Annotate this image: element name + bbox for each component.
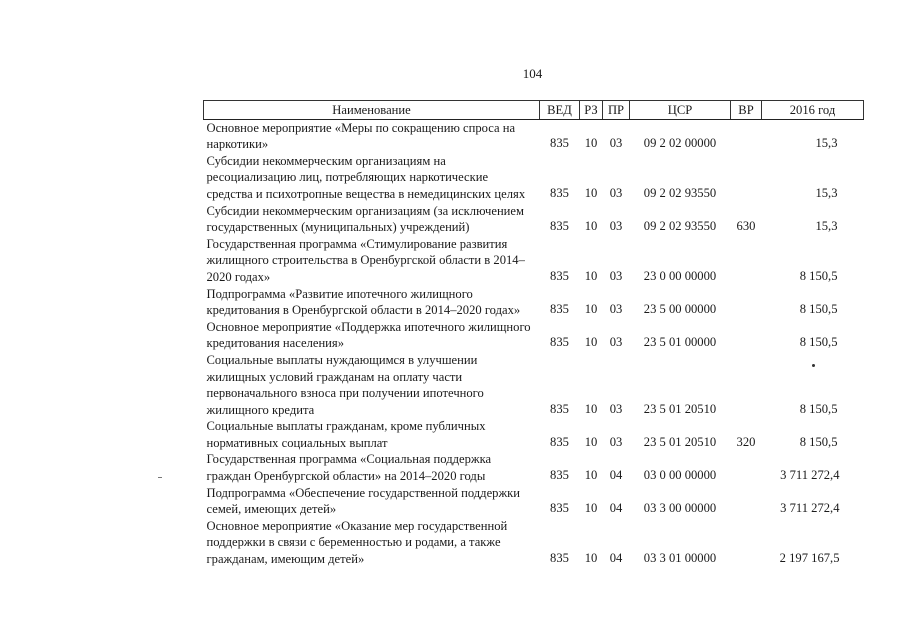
row-csr: 23 5 01 00000 [643,335,717,350]
row-rz: 10 [584,434,598,449]
row-sum: 8 150,5 [799,268,838,283]
row-vr: 630 [736,219,756,234]
row-sum: 3 711 272,4 [780,501,840,516]
row-rz: 10 [584,501,598,516]
row-rz: 10 [584,551,598,566]
row-csr: 03 3 01 00000 [643,551,717,566]
row-vr [731,153,762,203]
row-csr: 23 5 00 00000 [643,302,717,317]
row-sum: 8 150,5 [799,335,838,350]
header-sum: 2016 год [762,101,864,120]
row-ved: 835 [550,302,569,317]
page-number: 104 [522,66,543,81]
header-name: Наименование [204,101,540,120]
table-row [204,153,864,203]
row-rz: 10 [584,302,598,317]
row-sum: 15,3 [815,185,838,200]
row-rz: 10 [584,185,598,200]
row-name: Социальные выплаты нуждающимся в улучшении жилищных условий гражданам на оплату части первоначального взноса при получении ипотечного жилищного кредита [206,352,484,417]
table-row [204,236,864,286]
row-csr: 23 0 00 00000 [643,268,717,283]
row-name: Основное мероприятие «Меры по сокращению спроса на наркотики» [206,120,516,152]
table-row [204,418,864,451]
row-name: Основное мероприятие «Поддержка ипотечного жилищного кредитования населения» [206,319,531,351]
row-csr: 23 5 01 20510 [643,434,717,449]
header-ved: ВЕД [540,101,580,120]
scan-artifact-mark [158,477,162,478]
row-rz: 10 [584,335,598,350]
row-sum: 2 197 167,5 [779,551,840,566]
row-name: Субсидии некоммерческим организациям (за исключением государственных (муниципальных) учреждений) [206,203,524,235]
row-name: Подпрограмма «Развитие ипотечного жилищного кредитования в Оренбургской области в 2014–2020 годах» [206,286,521,318]
scan-artifact-dot [812,364,815,367]
row-ved: 835 [550,468,569,483]
row-pr: 03 [609,302,623,317]
row-vr [731,236,762,286]
row-name: Государственная программа «Социальная поддержка граждан Оренбургской области» на 2014–2020 годы [206,452,492,484]
row-ved: 835 [550,268,569,283]
header-row [204,101,864,120]
row-name: Основное мероприятие «Оказание мер государственной поддержки в связи с беременностью и родами, а также гражданам, имеющим детей» [206,518,508,567]
row-sum: 3 711 272,4 [780,468,840,483]
row-name: Государственная программа «Стимулирование развития жилищного строительства в Оренбургской области в 2014–2020 годах» [206,236,525,284]
row-name: Подпрограмма «Обеспечение государственной поддержки семей, имеющих детей» [206,485,521,517]
table-body [204,119,864,568]
row-ved: 835 [550,551,569,566]
row-pr: 04 [609,468,623,483]
row-vr [731,451,762,484]
row-vr [731,518,762,568]
row-rz: 10 [584,136,598,151]
row-pr: 03 [609,219,623,234]
row-ved: 835 [550,136,569,151]
table-row [204,518,864,568]
row-csr: 09 2 02 93550 [643,185,717,200]
row-rz: 10 [584,401,598,416]
row-pr: 03 [609,335,623,350]
row-pr: 04 [609,501,623,516]
row-csr: 03 3 00 00000 [643,501,717,516]
table-row [204,485,864,518]
header-pr: ПР [603,101,630,120]
row-vr [731,352,762,418]
row-pr: 03 [609,401,623,416]
budget-table [203,100,864,568]
row-vr [731,286,762,319]
table-row [204,286,864,319]
table-row [204,203,864,236]
table-row [204,119,864,153]
row-vr [731,319,762,352]
row-sum: 8 150,5 [799,302,838,317]
row-csr: 09 2 02 93550 [643,219,717,234]
row-pr: 03 [609,268,623,283]
row-vr [731,119,762,153]
row-rz: 10 [584,268,598,283]
row-ved: 835 [550,185,569,200]
row-pr: 03 [609,136,623,151]
row-rz: 10 [584,219,598,234]
row-rz: 10 [584,468,598,483]
row-name: Социальные выплаты гражданам, кроме публичных нормативных социальных выплат [206,419,486,450]
row-vr: 320 [736,434,756,449]
header-vr: ВР [731,101,762,120]
row-vr [731,485,762,518]
table-row [204,319,864,352]
table-row [204,451,864,484]
row-sum: 8 150,5 [799,434,838,449]
row-ved: 835 [550,434,569,449]
header-rz: РЗ [580,101,603,120]
row-pr: 04 [609,551,623,566]
table-header [204,101,864,120]
row-sum: 15,3 [815,136,838,151]
row-sum: 8 150,5 [799,401,838,416]
row-ved: 835 [550,401,569,416]
row-sum: 15,3 [815,219,838,234]
row-pr: 03 [609,185,623,200]
row-name: Субсидии некоммерческим организациям на ресоциализацию лиц, потребляющих наркотические средства и психотропные вещества в немедицинских целях [206,153,526,201]
table-row [204,352,864,418]
row-csr: 09 2 02 00000 [643,136,717,151]
row-ved: 835 [550,501,569,516]
row-csr: 03 0 00 00000 [643,468,717,483]
row-pr: 03 [609,434,623,449]
row-ved: 835 [550,335,569,350]
row-csr: 23 5 01 20510 [643,401,717,416]
header-csr: ЦСР [630,101,731,120]
row-ved: 835 [550,219,569,234]
